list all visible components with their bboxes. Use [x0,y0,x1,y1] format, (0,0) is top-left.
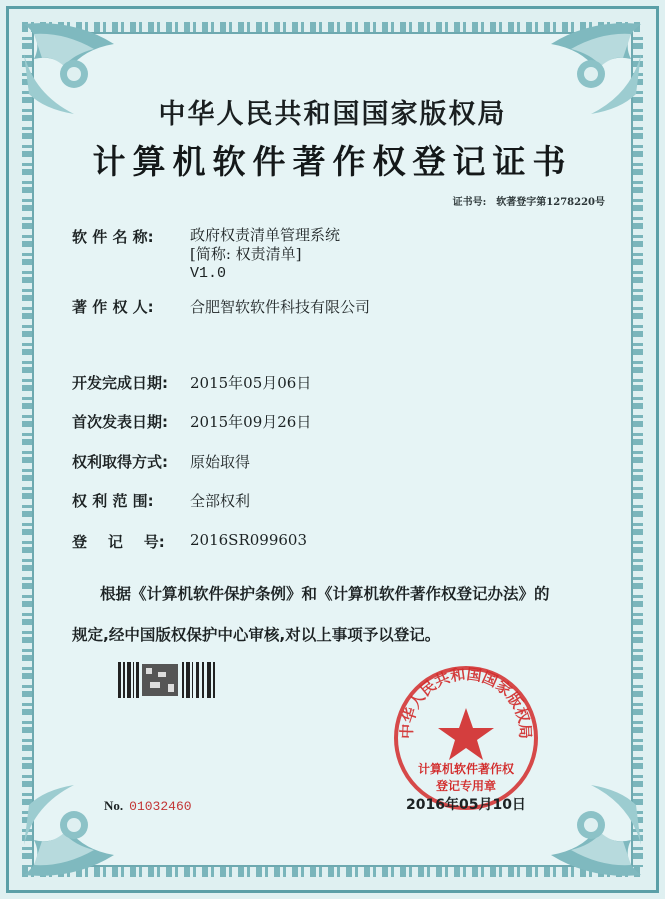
registration-number-row [72,531,307,552]
copyright-holder-label: 著 作 权 人: [72,298,154,316]
issuer-title: 中华人民共和国国家版权局 [158,99,507,130]
software-name-label: 软 件 名 称: [72,228,154,246]
certificate-number-value: 软著登字第1278220号 [496,197,605,208]
software-version-line: V1.0 [190,265,227,282]
first-publication-date-label: 首次发表日期: [72,413,168,431]
software-name-value [190,226,340,283]
scope-of-rights-label: 权 利 范 围: [72,492,154,510]
seal-line-1: 计算机软件著作权 [417,762,514,776]
seal-line-2: 登记专用章 [435,779,496,793]
serial-number-label: No. [104,798,124,813]
issue-date: 2016年05月10日 [406,797,526,813]
software-name-row [72,226,340,283]
corner-ornament-icon [14,775,154,885]
acquisition-method-row [72,451,250,472]
legal-basis-line-1: 根据《计算机软件保护条例》和《计算机软件著作权登记办法》的 [100,585,550,603]
legal-basis-line-2: 规定,经中国版权保护中心审核,对以上事项予以登记。 [72,626,441,644]
certificate-number [453,193,605,208]
dev-completion-date-row [72,372,311,393]
certificate-title: 计算机软件著作权登记证书 [92,142,573,181]
scope-of-rights-value: 全部权利 [190,492,251,510]
software-name-line: 政府权责清单管理系统 [190,226,341,244]
barcode-icon [118,662,218,698]
serial-number [104,798,192,814]
acquisition-method-label: 权利取得方式: [72,453,168,471]
acquisition-method-value: 原始取得 [190,453,251,471]
first-publication-date-row [72,411,311,432]
copyright-holder-value: 合肥智软软件科技有限公司 [190,298,371,316]
registration-number-label: 登 记 号: [72,533,165,551]
registration-number-value: 2016SR099603 [190,531,308,549]
scope-of-rights-row [72,490,250,511]
copyright-holder-row [72,296,370,317]
seal-arc-text: 中华人民共和国国家版权局 [397,665,535,740]
first-publication-date-value: 2015年09月26日 [190,413,312,431]
serial-number-value: 01032460 [129,799,192,814]
dev-completion-date-label: 开发完成日期: [72,374,168,392]
software-short-name-line: [简称: 权责清单] [190,245,302,263]
dev-completion-date-value: 2015年05月06日 [190,374,312,392]
certificate-number-label: 证书号: [452,197,487,208]
